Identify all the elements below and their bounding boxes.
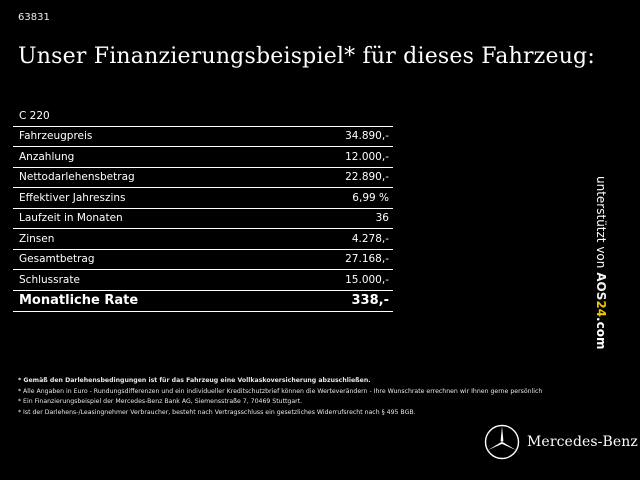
row-value: 22.890,- <box>345 171 389 184</box>
brand-part-24: 24 <box>594 300 608 318</box>
table-row <box>13 168 393 189</box>
row-value: 15.000,- <box>345 273 389 286</box>
monthly-rate-row <box>13 291 393 312</box>
financing-table <box>13 106 393 312</box>
model-row <box>13 106 393 127</box>
mercedes-benz-logo <box>484 424 638 460</box>
monthly-rate-value: 338,- <box>351 293 389 308</box>
footnote: * Ist der Darlehens-/Leasingnehmer Verbraucher, besteht nach Vertragsschluss ein gesetzliches Widerrufsrecht nach § 495 BGB. <box>18 408 416 416</box>
supported-by-text <box>594 176 608 349</box>
row-value: 4.278,- <box>351 232 389 245</box>
reference-id: 63831 <box>18 12 50 23</box>
footnote: * Ein Finanzierungsbeispiel der Mercedes-Benz Bank AG, Siemensstraße 7, 70469 Stuttgart. <box>18 398 303 406</box>
row-value: 36 <box>375 212 389 225</box>
row-label: Fahrzeugpreis <box>19 130 93 143</box>
footnotes <box>18 376 628 418</box>
monthly-rate-label: Monatliche Rate <box>19 293 139 308</box>
table-row <box>13 209 393 230</box>
brand-part-domain: .com <box>594 317 608 350</box>
row-label: Anzahlung <box>19 150 75 163</box>
table-row <box>13 188 393 209</box>
brand-name: Mercedes-Benz <box>527 434 638 450</box>
row-value: 27.168,- <box>345 253 389 266</box>
row-value: 34.890,- <box>345 130 389 143</box>
table-row <box>13 127 393 148</box>
row-value: 6,99 % <box>352 191 389 204</box>
row-value: 12.000,- <box>345 150 389 163</box>
brand-part-aos: AOS <box>594 272 608 301</box>
aos24-brand <box>594 272 608 349</box>
row-label: Schlussrate <box>19 273 80 286</box>
model-label: C 220 <box>19 109 50 122</box>
table-row <box>13 229 393 250</box>
page-title: Unser Finanzierungsbeispiel* für dieses Fahrzeug: <box>18 44 595 69</box>
row-label: Gesamtbetrag <box>19 253 95 266</box>
table-row <box>13 147 393 168</box>
supported-by-label: unterstützt von <box>594 176 608 269</box>
row-label: Effektiver Jahreszins <box>19 191 126 204</box>
row-label: Zinsen <box>19 232 55 245</box>
table-row <box>13 270 393 291</box>
row-label: Nettodarlehensbetrag <box>19 171 135 184</box>
row-label: Laufzeit in Monaten <box>19 212 123 225</box>
table-row <box>13 250 393 271</box>
mercedes-star-icon <box>484 424 520 460</box>
footnote: * Alle Angaben in Euro - Rundungsdifferenzen und ein individueller Kreditschutzbrief können die Werteverändern - Ihre Wunschrate errechnen wir Ihnen gerne persönlich <box>18 387 543 395</box>
footnote: * Gemäß den Darlehensbedingungen ist für das Fahrzeug eine Vollkaskoversicherung abzuschließen. <box>18 377 371 384</box>
